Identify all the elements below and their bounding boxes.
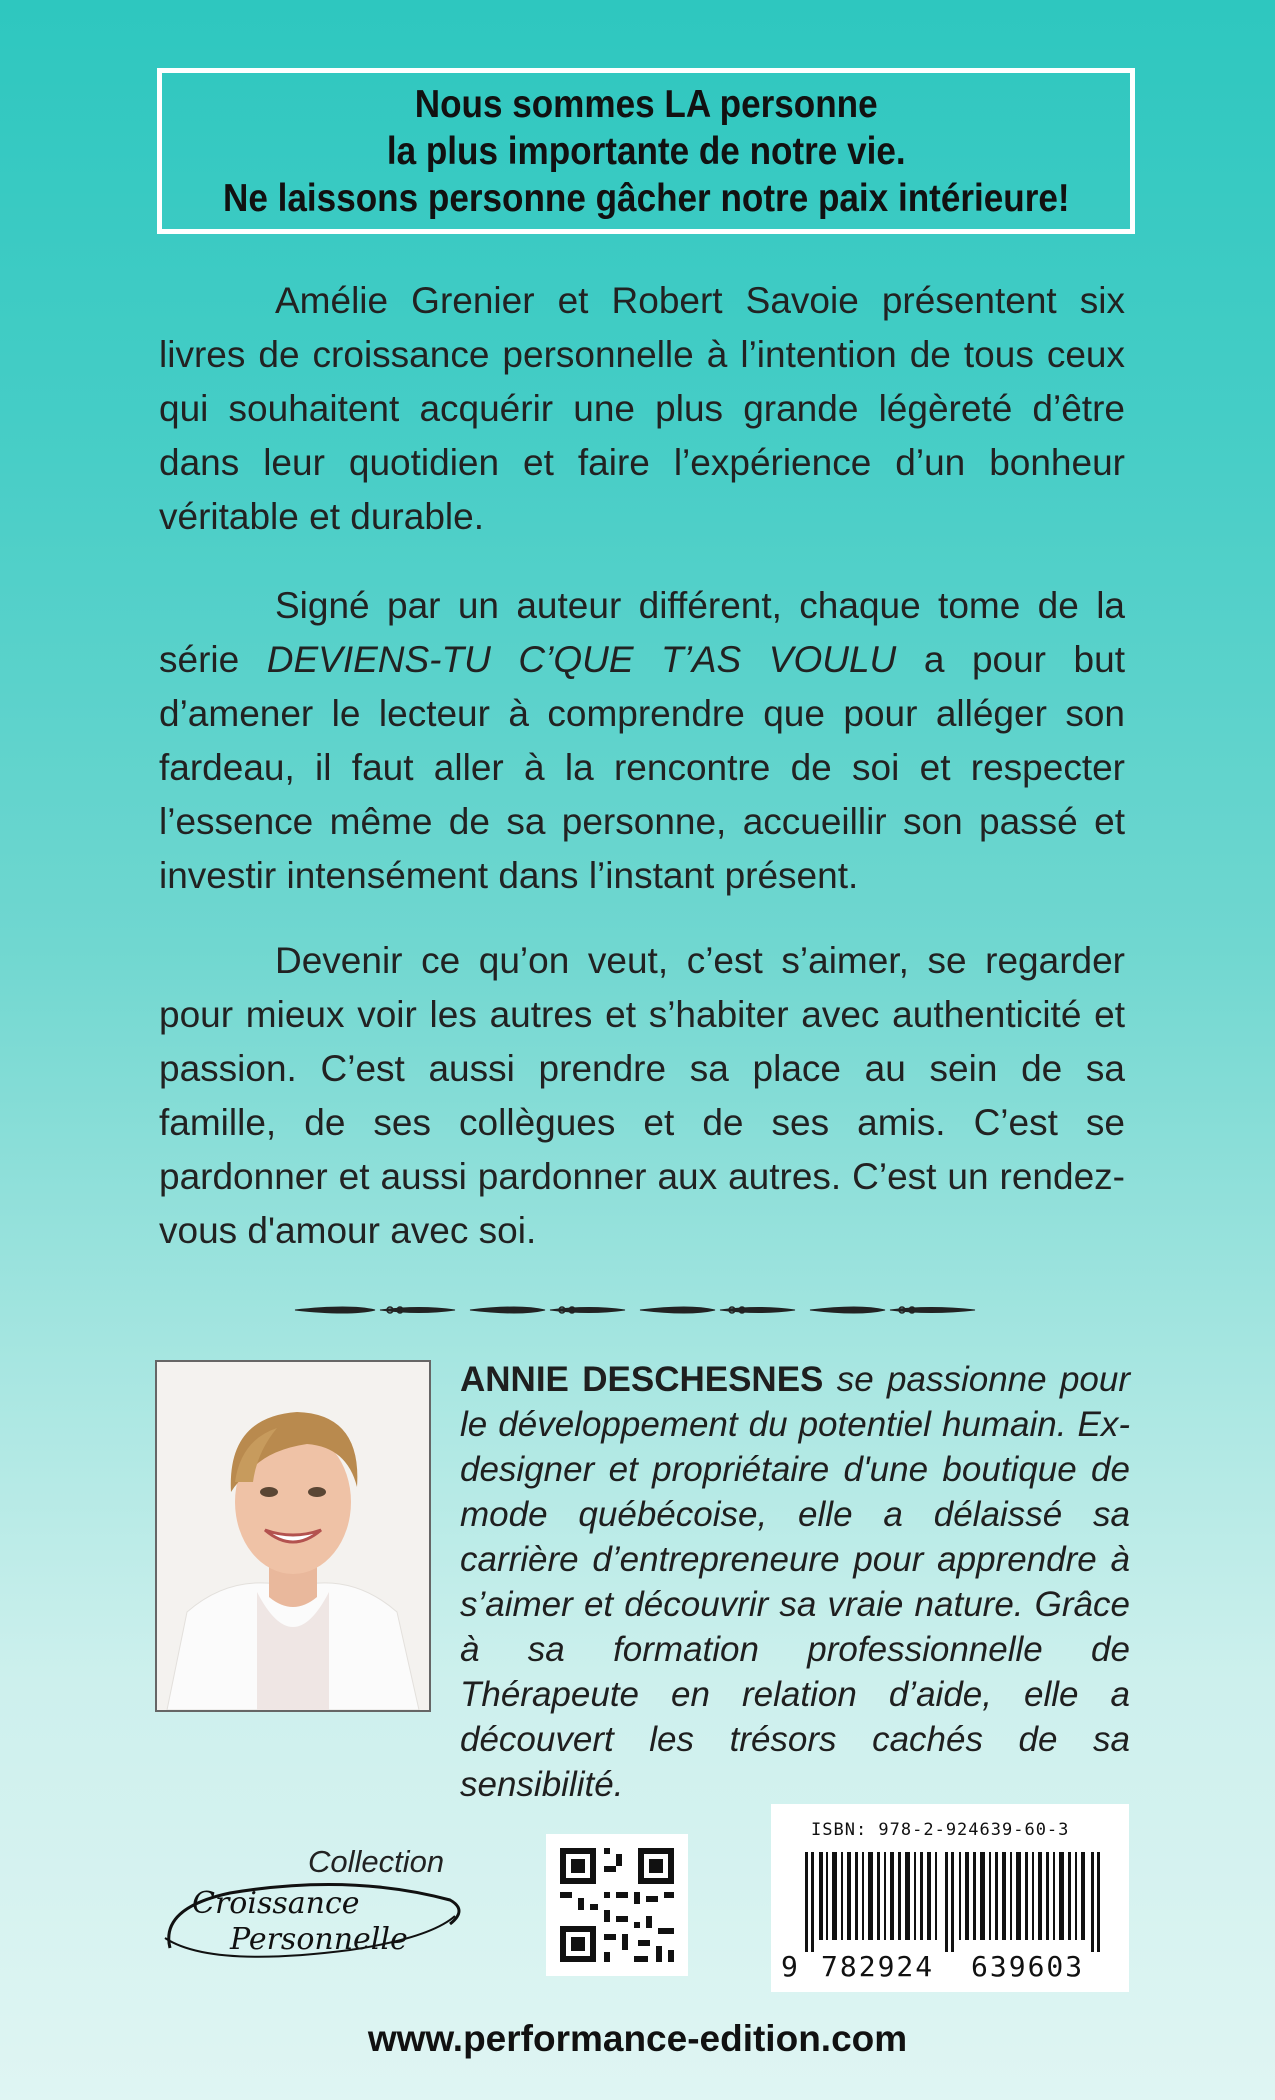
logo-script-line-1: Croissance xyxy=(192,1886,360,1921)
paragraph-1: Amélie Grenier et Robert Savoie présentent six livres de croissance personnelle à l’intention de tous ceux qui souhaitent acquérir une plus grande légèreté d’être dans leur quotidien et faire l’expérience d’un bonheur véritable et durable. xyxy=(159,280,1125,537)
ornamental-divider-icon xyxy=(290,1298,980,1322)
logo-script-line-2: Personnelle xyxy=(230,1922,408,1957)
barcode-left-digits: 782924 xyxy=(821,1950,935,1983)
paragraph-2-start: Signé par un auteur différent, chaque tome de la série xyxy=(159,585,1125,680)
barcode-label xyxy=(771,1804,1129,1992)
author-photo xyxy=(155,1360,431,1712)
barcode-first-digit: 9 xyxy=(781,1950,798,1983)
intro-paragraph xyxy=(159,274,1125,544)
author-name: ANNIE DESCHESNES xyxy=(460,1360,824,1399)
paragraph-2-end: a pour but d’amener le lecteur à comprendre que pour alléger son fardeau, il faut aller à la rencontre de soi et respecter l’essence même de sa personne, accueillir son passé et investir intensément dans l’instant présent. xyxy=(159,639,1125,896)
author-bio xyxy=(460,1357,1130,1807)
headline-line-1: Nous sommes LA personne xyxy=(414,82,878,126)
logo-collection-label: Collection xyxy=(308,1844,445,1879)
closing-paragraph xyxy=(159,934,1125,1258)
collection-logo xyxy=(150,1838,470,1978)
isbn-text: ISBN: 978-2-924639-60-3 xyxy=(811,1820,1070,1840)
publisher-website: www.performance-edition.com xyxy=(367,2018,908,2059)
qr-code-icon xyxy=(546,1834,688,1976)
series-paragraph xyxy=(159,579,1125,903)
headline-line-2: la plus importante de notre vie. xyxy=(386,129,906,173)
barcode-bars-icon xyxy=(795,1852,1115,1952)
paragraph-3: Devenir ce qu’on veut, c’est s’aimer, se regarder pour mieux voir les autres et s’habiter avec authenticité et passion. C’est aussi prendre sa place au sein de sa famille, de ses collègues et de ses amis. C’est se pardonner et aussi pardonner aux autres. C’est un rendez-vous d'amour avec soi. xyxy=(159,940,1125,1251)
headline-box xyxy=(157,68,1135,234)
series-title: DEVIENS-TU C’QUE T’AS VOULU xyxy=(266,639,897,680)
barcode-right-digits: 639603 xyxy=(971,1950,1085,1983)
author-bio-text: se passionne pour le développement du potentiel humain. Ex-designer et propriétaire d'une boutique de mode québécoise, elle a délaissé sa carrière d’entrepreneure pour apprendre à s’aimer et découvrir sa vraie nature. Grâce à sa formation professionnelle de Thérapeute en relation d’aide, elle a découvert les trésors cachés de sa sensibilité. xyxy=(460,1360,1130,1804)
paragraph-2 xyxy=(159,579,1125,903)
headline-line-3: Ne laissons personne gâcher notre paix intérieure! xyxy=(222,176,1070,220)
